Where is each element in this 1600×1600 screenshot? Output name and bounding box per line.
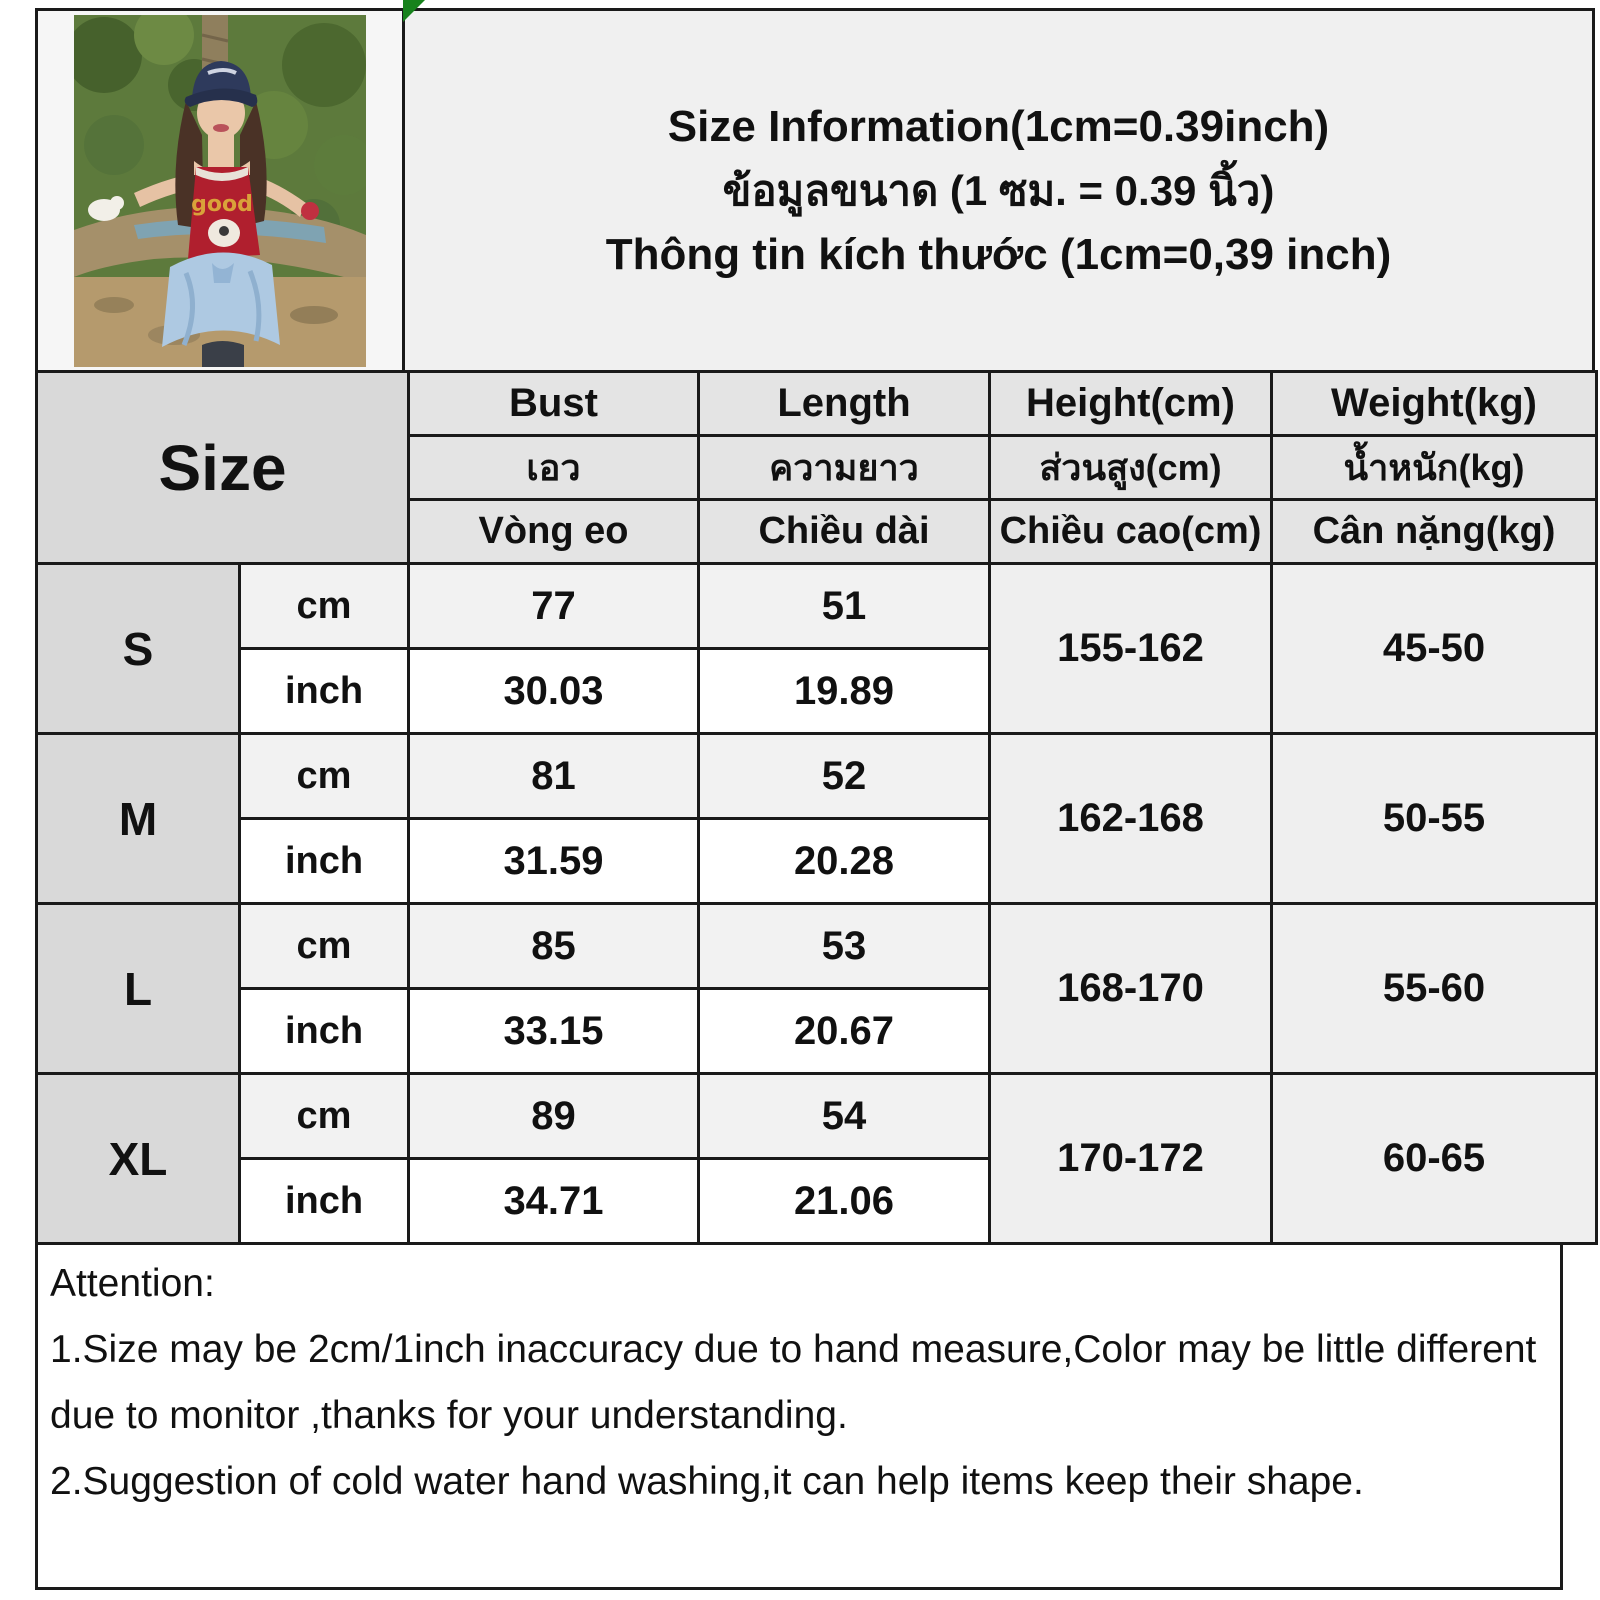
unit-label-cm: cm [240, 1074, 409, 1159]
attention-box [35, 1242, 1563, 1590]
l-bust-cm: 85 [409, 904, 699, 989]
col-header-length-th: ความยาว [699, 436, 990, 500]
col-header-length-en: Length [699, 372, 990, 436]
size-label-xl: XL [37, 1074, 240, 1244]
s-length-cm: 51 [699, 564, 990, 649]
title-english: Size Information(1cm=0.39inch) [667, 101, 1330, 151]
unit-label-cm: cm [240, 564, 409, 649]
l-length-inch: 20.67 [699, 989, 990, 1074]
unit-label-inch: inch [240, 649, 409, 734]
xl-bust-inch: 34.71 [409, 1159, 699, 1244]
col-header-weight-th: น้ำหนัก(kg) [1272, 436, 1597, 500]
col-header-length-vi: Chiều dài [699, 500, 990, 564]
s-height-range: 155-162 [990, 564, 1272, 734]
table-row-l-cm [37, 904, 1597, 989]
col-header-bust-th: เอว [409, 436, 699, 500]
col-header-height-vi: Chiều cao(cm) [990, 500, 1272, 564]
xl-length-inch: 21.06 [699, 1159, 990, 1244]
size-label-l: L [37, 904, 240, 1074]
xl-bust-cm: 89 [409, 1074, 699, 1159]
col-header-bust-en: Bust [409, 372, 699, 436]
unit-label-cm: cm [240, 904, 409, 989]
s-bust-cm: 77 [409, 564, 699, 649]
svg-text:good: good [191, 191, 253, 217]
unit-label-inch: inch [240, 819, 409, 904]
attention-title: Attention: [50, 1262, 215, 1305]
s-bust-inch: 30.03 [409, 649, 699, 734]
product-photo-cell [38, 11, 405, 370]
size-label-m: M [37, 734, 240, 904]
table-row-m-cm [37, 734, 1597, 819]
m-bust-cm: 81 [409, 734, 699, 819]
table-row-s-cm [37, 564, 1597, 649]
m-weight-range: 50-55 [1272, 734, 1597, 904]
l-length-cm: 53 [699, 904, 990, 989]
header-row-english [37, 372, 1597, 436]
col-header-weight-vi: Cân nặng(kg) [1272, 500, 1597, 564]
size-header-cell: Size [37, 372, 409, 564]
unit-label-inch: inch [240, 989, 409, 1074]
l-bust-inch: 33.15 [409, 989, 699, 1074]
unit-label-cm: cm [240, 734, 409, 819]
title-cell [405, 11, 1592, 370]
product-photo [74, 15, 366, 367]
m-bust-inch: 31.59 [409, 819, 699, 904]
m-height-range: 162-168 [990, 734, 1272, 904]
size-label-s: S [37, 564, 240, 734]
title-vietnamese: Thông tin kích thước (1cm=0,39 inch) [605, 229, 1392, 279]
green-corner-marker-icon [403, 0, 425, 22]
m-length-inch: 20.28 [699, 819, 990, 904]
col-header-weight-en: Weight(kg) [1272, 372, 1597, 436]
col-header-height-en: Height(cm) [990, 372, 1272, 436]
size-table [35, 370, 1598, 1245]
attention-note-1: 1.Size may be 2cm/1inch inaccuracy due to hand measure,Color may be little different due to monitor ,thanks for your understanding. [50, 1328, 1537, 1437]
m-length-cm: 52 [699, 734, 990, 819]
xl-length-cm: 54 [699, 1074, 990, 1159]
xl-height-range: 170-172 [990, 1074, 1272, 1244]
product-photo-illustration [74, 15, 366, 367]
l-height-range: 168-170 [990, 904, 1272, 1074]
col-header-bust-vi: Vòng eo [409, 500, 699, 564]
top-band [35, 8, 1595, 373]
s-length-inch: 19.89 [699, 649, 990, 734]
s-weight-range: 45-50 [1272, 564, 1597, 734]
attention-note-2: 2.Suggestion of cold water hand washing,it can help items keep their shape. [50, 1460, 1364, 1503]
col-header-height-th: ส่วนสูง(cm) [990, 436, 1272, 500]
unit-label-inch: inch [240, 1159, 409, 1244]
sheet [35, 8, 1595, 1590]
l-weight-range: 55-60 [1272, 904, 1597, 1074]
xl-weight-range: 60-65 [1272, 1074, 1597, 1244]
title-thai: ข้อมูลขนาด (1 ซม. = 0.39 นิ้ว) [722, 166, 1275, 214]
table-row-xl-cm [37, 1074, 1597, 1159]
